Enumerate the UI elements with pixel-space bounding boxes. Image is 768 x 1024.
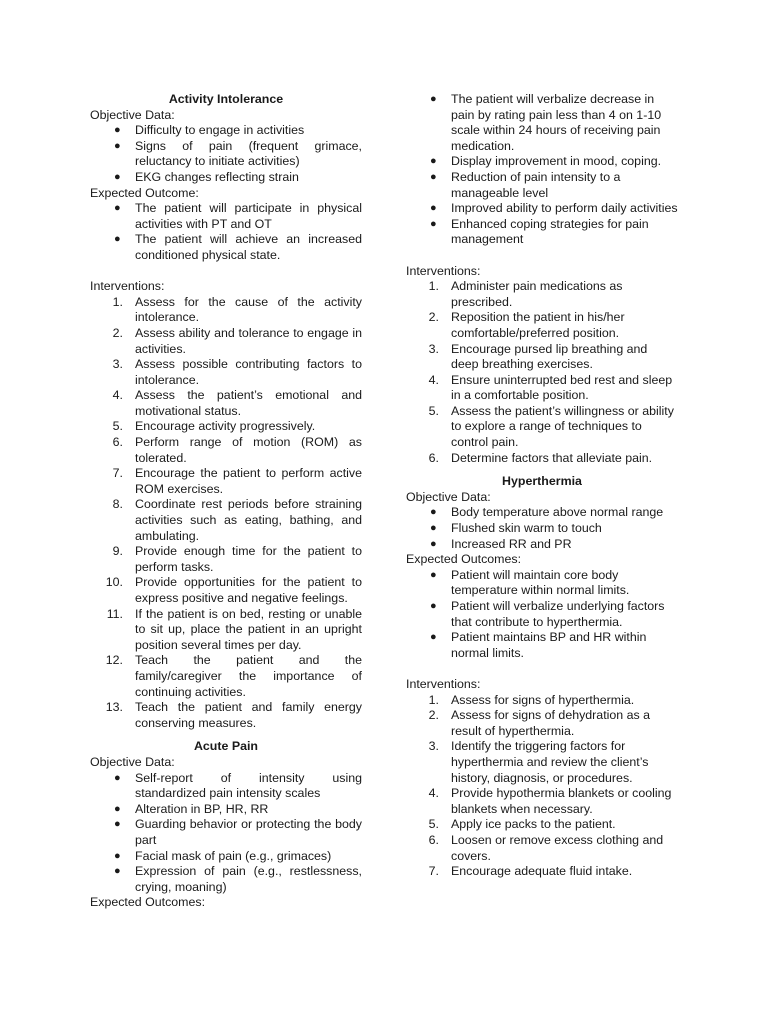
spacer	[406, 661, 678, 677]
item-number: 2.	[428, 310, 439, 325]
bullet-icon: ●	[430, 506, 437, 519]
list-item	[406, 599, 678, 630]
numbered-item-text: Reposition the patient in his/her comfortable/preferred position.	[451, 310, 625, 340]
activity-outcome-list	[90, 201, 362, 263]
list-item	[90, 170, 362, 186]
numbered-item-text: Provide opportunities for the patient to express positive and negative feelings.	[135, 575, 362, 605]
item-number: 6.	[428, 450, 439, 465]
interventions-label: Interventions:	[406, 263, 481, 278]
list-item	[90, 802, 362, 818]
list-item	[406, 170, 678, 201]
numbered-item-text: Encourage activity progressively.	[135, 419, 316, 434]
bullet-icon: ●	[114, 124, 121, 137]
list-item-text: Improved ability to perform daily activities	[451, 201, 678, 216]
section-heading-hyperthermia: Hyperthermia	[502, 474, 582, 489]
numbered-item-text: Assess for signs of hyperthermia.	[451, 692, 635, 707]
item-number: 12.	[105, 653, 123, 668]
numbered-item	[90, 700, 362, 731]
numbered-item	[90, 419, 362, 435]
numbered-item-text: Provide enough time for the patient to perform tasks.	[135, 544, 362, 574]
numbered-item-text: Assess ability and tolerance to engage in activities.	[135, 325, 362, 356]
numbered-item	[406, 786, 678, 817]
bullet-icon: ●	[430, 217, 437, 230]
item-number: 6.	[112, 435, 123, 450]
numbered-item	[406, 342, 678, 373]
numbered-item	[406, 739, 678, 786]
bullet-icon: ●	[430, 522, 437, 535]
numbered-item	[90, 544, 362, 575]
spacer	[406, 466, 678, 474]
numbered-item	[406, 310, 678, 341]
list-item-text: Guarding behavior or protecting the body part	[135, 817, 362, 847]
hyperthermia-interventions-list	[406, 693, 678, 880]
list-item-text: Expression of pain (e.g., restlessness, crying, moaning)	[135, 864, 362, 894]
item-number: 5.	[428, 403, 439, 418]
right-column	[406, 92, 678, 880]
numbered-item-text: If the patient is on bed, resting or unable to sit up, place the patient in an upright position several times per day.	[135, 606, 362, 652]
item-number: 1.	[428, 279, 439, 294]
spacer	[90, 731, 362, 739]
numbered-item-text: Perform range of motion (ROM) as tolerated.	[135, 435, 362, 465]
expected-outcome-label: Expected Outcome:	[90, 185, 199, 200]
bullet-icon: ●	[430, 631, 437, 644]
numbered-item	[406, 404, 678, 451]
list-item-text: Alteration in BP, HR, RR	[135, 801, 269, 816]
list-item	[406, 537, 678, 553]
numbered-item-text: Identify the triggering factors for hyperthermia and review the client’s history, diagnosis, or procedures.	[451, 739, 649, 785]
list-item	[90, 201, 362, 232]
numbered-item	[406, 864, 678, 880]
item-number: 7.	[428, 864, 439, 879]
bullet-icon: ●	[430, 600, 437, 612]
bullet-icon: ●	[430, 537, 437, 550]
acute-pain-objective-list	[90, 771, 362, 896]
list-item	[406, 217, 678, 248]
list-item	[406, 505, 678, 521]
bullet-icon: ●	[114, 865, 121, 878]
list-item-text: The patient will participate in physical activities with PT and OT	[135, 201, 362, 231]
item-number: 7.	[112, 466, 123, 481]
item-number: 10.	[105, 575, 123, 590]
numbered-item-text: Coordinate rest periods before straining activities such as eating, bathing, and ambulating.	[135, 497, 362, 543]
bullet-icon: ●	[114, 170, 121, 183]
objective-data-label: Objective Data:	[90, 107, 175, 122]
list-item	[90, 139, 362, 170]
list-item-text: Facial mask of pain (e.g., grimaces)	[135, 848, 332, 863]
numbered-item	[406, 451, 678, 467]
list-item-text: Reduction of pain intensity to a manageable level	[451, 169, 621, 200]
numbered-item	[90, 357, 362, 388]
expected-outcomes-label: Expected Outcomes:	[90, 895, 206, 910]
spacer	[90, 264, 362, 280]
list-item	[90, 232, 362, 263]
section-heading-acute-pain: Acute Pain	[193, 739, 259, 754]
list-item	[406, 521, 678, 537]
item-number: 3.	[428, 341, 439, 356]
numbered-item-text: Assess for the cause of the activity intolerance.	[135, 294, 362, 325]
item-number: 2.	[428, 708, 439, 723]
numbered-item-text: Teach the patient and family energy conserving measures.	[135, 700, 362, 730]
list-item-text: Body temperature above normal range	[451, 505, 664, 520]
numbered-item-text: Encourage the patient to perform active ROM exercises.	[135, 466, 362, 496]
list-item	[90, 817, 362, 848]
numbered-item-text: Assess possible contributing factors to intolerance.	[135, 357, 362, 387]
hyperthermia-objective-list	[406, 505, 678, 552]
list-item-text: Flushed skin warm to touch	[451, 521, 602, 536]
numbered-item	[406, 693, 678, 709]
numbered-item-text: Assess the patient’s emotional and motivational status.	[135, 388, 362, 418]
bullet-icon: ●	[430, 155, 437, 168]
list-item	[90, 771, 362, 802]
list-item-text: Patient will maintain core body temperature within normal limits.	[451, 567, 630, 598]
item-number: 9.	[112, 544, 123, 559]
hyperthermia-outcome-list	[406, 568, 678, 662]
bullet-icon: ●	[114, 233, 121, 246]
spacer	[406, 248, 678, 264]
bullet-icon: ●	[114, 802, 121, 815]
list-item	[406, 154, 678, 170]
item-number: 3.	[112, 357, 123, 372]
activity-interventions-list	[90, 295, 362, 732]
interventions-label: Interventions:	[406, 676, 481, 691]
bullet-icon: ●	[430, 568, 437, 581]
list-item-text: Self-report of intensity using standardized pain intensity scales	[135, 770, 362, 801]
list-item-text: Signs of pain (frequent grimace, reluctancy to initiate activities)	[135, 138, 362, 169]
item-number: 1.	[112, 294, 123, 309]
numbered-item	[90, 575, 362, 606]
item-number: 6.	[428, 832, 439, 847]
bullet-icon: ●	[430, 170, 437, 183]
numbered-item-text: Encourage pursed lip breathing and deep breathing exercises.	[451, 341, 648, 372]
numbered-item-text: Assess the patient’s willingness or ability to explore a range of techniques to control pain.	[451, 403, 674, 450]
list-item-text: Increased RR and PR	[451, 536, 572, 551]
bullet-icon: ●	[430, 93, 437, 105]
numbered-item-text: Assess for signs of dehydration as a result of hyperthermia.	[451, 708, 651, 738]
list-item	[90, 123, 362, 139]
list-item	[90, 864, 362, 895]
item-number: 4.	[112, 388, 123, 403]
item-number: 8.	[112, 497, 123, 512]
acute-pain-interventions-list	[406, 279, 678, 466]
objective-data-label: Objective Data:	[90, 754, 175, 769]
numbered-item	[90, 388, 362, 419]
list-item	[406, 92, 678, 154]
numbered-item	[406, 373, 678, 404]
list-item-text: The patient will verbalize decrease in pain by rating pain less than 4 on 1-10 scale within 24 hours of receiving pain medication.	[451, 92, 662, 153]
numbered-item	[90, 326, 362, 357]
bullet-icon: ●	[114, 849, 121, 862]
bullet-icon: ●	[114, 818, 121, 831]
numbered-item-text: Ensure uninterrupted bed rest and sleep in a comfortable position.	[451, 372, 673, 403]
item-number: 5.	[428, 817, 439, 832]
numbered-item	[90, 435, 362, 466]
numbered-item-text: Teach the patient and the family/caregiver the importance of continuing activities.	[135, 653, 362, 699]
numbered-item-text: Encourage adequate fluid intake.	[451, 864, 633, 879]
numbered-item	[406, 279, 678, 310]
list-item-text: Patient maintains BP and HR within normal limits.	[451, 630, 647, 660]
bullet-icon: ●	[114, 139, 121, 152]
numbered-item-text: Provide hypothermia blankets or cooling blankets when necessary.	[451, 786, 672, 816]
numbered-item-text: Apply ice packs to the patient.	[451, 817, 616, 832]
list-item-text: The patient will achieve an increased conditioned physical state.	[135, 232, 362, 262]
item-number: 1.	[428, 692, 439, 707]
item-number: 13.	[105, 700, 123, 715]
acute-pain-outcome-list	[406, 92, 678, 248]
item-number: 11.	[106, 606, 123, 621]
item-number: 4.	[428, 372, 439, 387]
bullet-icon: ●	[114, 202, 121, 215]
list-item-text: Difficulty to engage in activities	[135, 123, 305, 138]
numbered-item	[90, 295, 362, 326]
interventions-label: Interventions:	[90, 279, 165, 294]
numbered-item	[90, 466, 362, 497]
item-number: 4.	[428, 786, 439, 801]
bullet-icon: ●	[114, 771, 121, 784]
list-item-text: Patient will verbalize underlying factors that contribute to hyperthermia.	[451, 599, 665, 629]
item-number: 3.	[428, 739, 439, 754]
bullet-icon: ●	[430, 202, 437, 215]
numbered-item	[90, 607, 362, 654]
objective-data-label: Objective Data:	[406, 489, 491, 504]
list-item-text: Enhanced coping strategies for pain management	[451, 216, 649, 247]
item-number: 2.	[112, 325, 123, 340]
section-heading-activity-intolerance: Activity Intolerance	[168, 92, 284, 106]
activity-objective-list	[90, 123, 362, 185]
list-item	[406, 630, 678, 661]
numbered-item	[90, 653, 362, 700]
numbered-item	[90, 497, 362, 544]
numbered-item	[406, 817, 678, 833]
list-item	[406, 568, 678, 599]
numbered-item-text: Determine factors that alleviate pain.	[451, 450, 653, 465]
left-column	[90, 92, 362, 911]
numbered-item	[406, 708, 678, 739]
list-item-text: EKG changes reflecting strain	[135, 169, 299, 184]
numbered-item-text: Loosen or remove excess clothing and covers.	[451, 832, 664, 863]
list-item	[90, 849, 362, 865]
numbered-item-text: Administer pain medications as prescribed.	[451, 279, 623, 309]
item-number: 5.	[112, 419, 123, 434]
list-item-text: Display improvement in mood, coping.	[451, 154, 662, 169]
numbered-item	[406, 833, 678, 864]
expected-outcomes-label: Expected Outcomes:	[406, 552, 522, 567]
list-item	[406, 201, 678, 217]
